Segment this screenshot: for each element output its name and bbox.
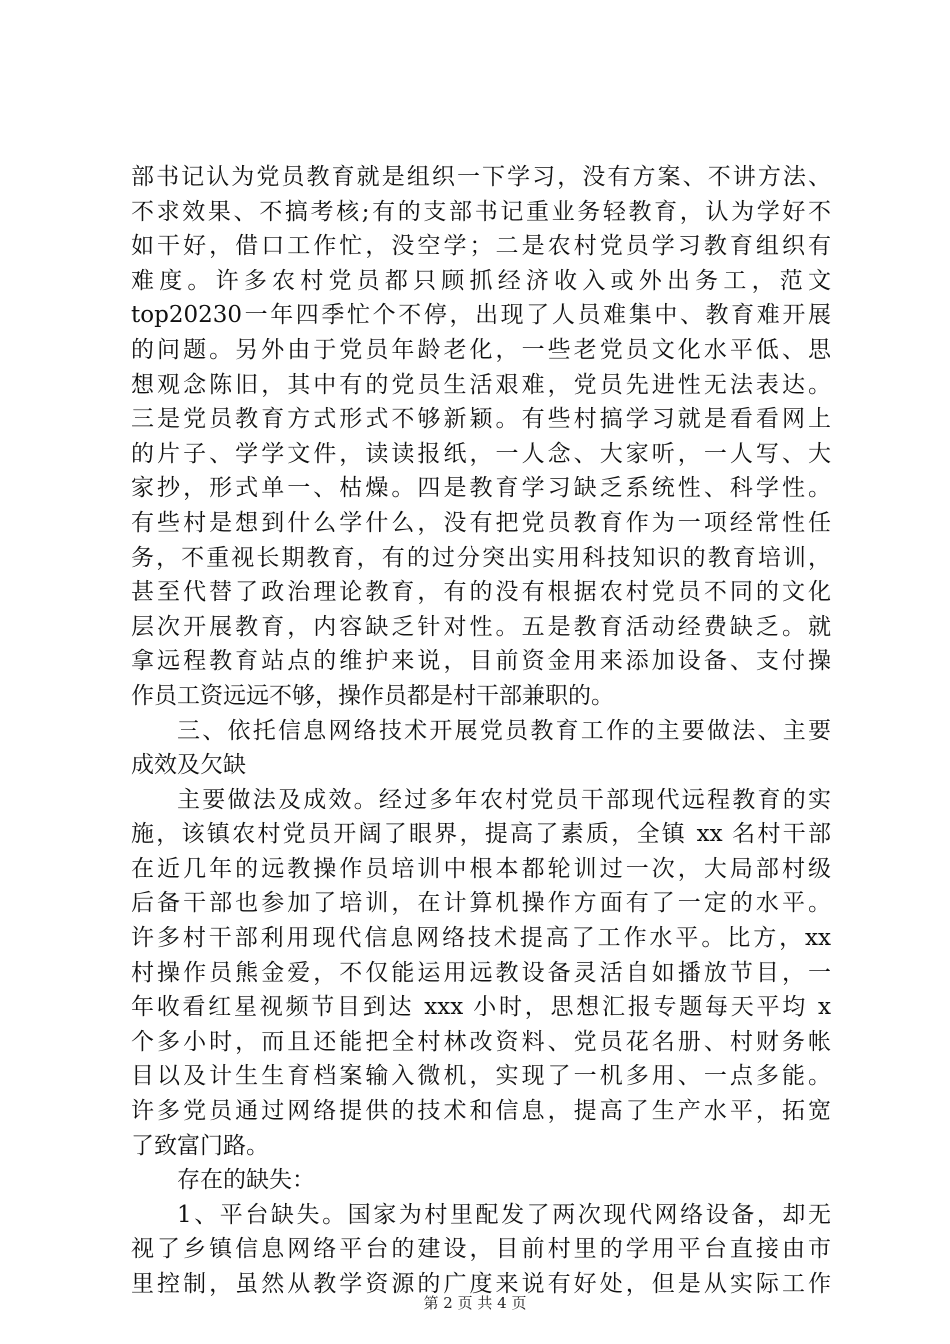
text-line: 在近几年的远教操作员培训中根本都轮训过一次，大局部村级 (131, 855, 831, 882)
text-line: 个多小时，而且还能把全村林改资料、党员花名册、村财务帐 (131, 1028, 831, 1055)
text-line: 村操作员熊金爱，不仅能运用远教设备灵活自如播放节目，一 (131, 959, 831, 986)
text-line: 主要做法及成效。经过多年农村党员干部现代远程教育的实 (177, 786, 831, 813)
text-line: 的问题。另外由于党员年龄老化，一些老党员文化水平低、思 (131, 336, 831, 363)
text-line: 三、依托信息网络技术开展党员教育工作的主要做法、主要 (177, 717, 831, 744)
text-line: 三是党员教育方式形式不够新颖。有些村搞学习就是看看网上 (131, 406, 831, 433)
text-line: 成效及欠缺 (131, 752, 246, 779)
text-line: 里控制，虽然从教学资源的广度来说有好处，但是从实际工作 (131, 1271, 831, 1297)
text-line: 务，不重视长期教育，有的过分突出实用科技知识的教育培训， (131, 544, 831, 571)
text-line: 存在的缺失： (177, 1167, 315, 1194)
text-line: 家抄，形式单一、枯燥。四是教育学习缺乏系统性、科学性。 (131, 475, 831, 502)
text-line: 施，该镇农村党员开阔了眼界，提高了素质，全镇 xx 名村干部 (131, 821, 831, 848)
text-line: top20230一年四季忙个不停，出现了人员难集中、教育难开展 (131, 302, 831, 329)
text-line: 拿远程教育站点的维护来说，目前资金用来添加设备、支付操 (131, 648, 831, 675)
text-line: 有些村是想到什么学什么，没有把党员教育作为一项经常性任 (131, 509, 831, 536)
text-line: 了致富门路。 (131, 1132, 269, 1159)
page-footer: 第 2 页 共 4 页 (423, 1294, 527, 1312)
text-line: 年收看红星视频节目到达 xxx 小时，思想汇报专题每天平均 x (131, 994, 831, 1021)
text-line: 甚至代替了政治理论教育，有的没有根据农村党员不同的文化 (131, 579, 831, 606)
text-line: 许多党员通过网络提供的技术和信息，提高了生产水平，拓宽 (131, 1098, 831, 1125)
text-line: 1、平台缺失。国家为村里配发了两次现代网络设备，却无 (177, 1201, 831, 1228)
text-line: 目以及计生生育档案输入微机，实现了一机多用、一点多能。 (131, 1063, 831, 1090)
text-line: 难度。许多农村党员都只顾抓经济收入或外出务工，范文 (131, 267, 831, 294)
text-line: 不求效果、不搞考核;有的支部书记重业务轻教育，认为学好不 (131, 198, 831, 225)
text-line: 层次开展教育，内容缺乏针对性。五是教育活动经费缺乏。就 (131, 613, 831, 640)
document-body (131, 160, 831, 1302)
text-line: 的片子、学学文件，读读报纸，一人念、大家听，一人写、大 (131, 440, 831, 467)
text-line: 部书记认为党员教育就是组织一下学习，没有方案、不讲方法、 (131, 164, 831, 190)
text-line: 作员工资远远不够，操作员都是村干部兼职的。 (131, 682, 614, 709)
text-line: 想观念陈旧，其中有的党员生活艰难，党员先进性无法表达。 (131, 371, 831, 398)
text-line: 许多村干部利用现代信息网络技术提高了工作水平。比方，xx (131, 925, 831, 952)
text-line: 视了乡镇信息网络平台的建设，目前村里的学用平台直接由市 (131, 1236, 831, 1263)
text-line: 如干好，借口工作忙，没空学；二是农村党员学习教育组织有 (131, 233, 831, 260)
text-line: 后备干部也参加了培训，在计算机操作方面有了一定的水平。 (131, 890, 831, 917)
